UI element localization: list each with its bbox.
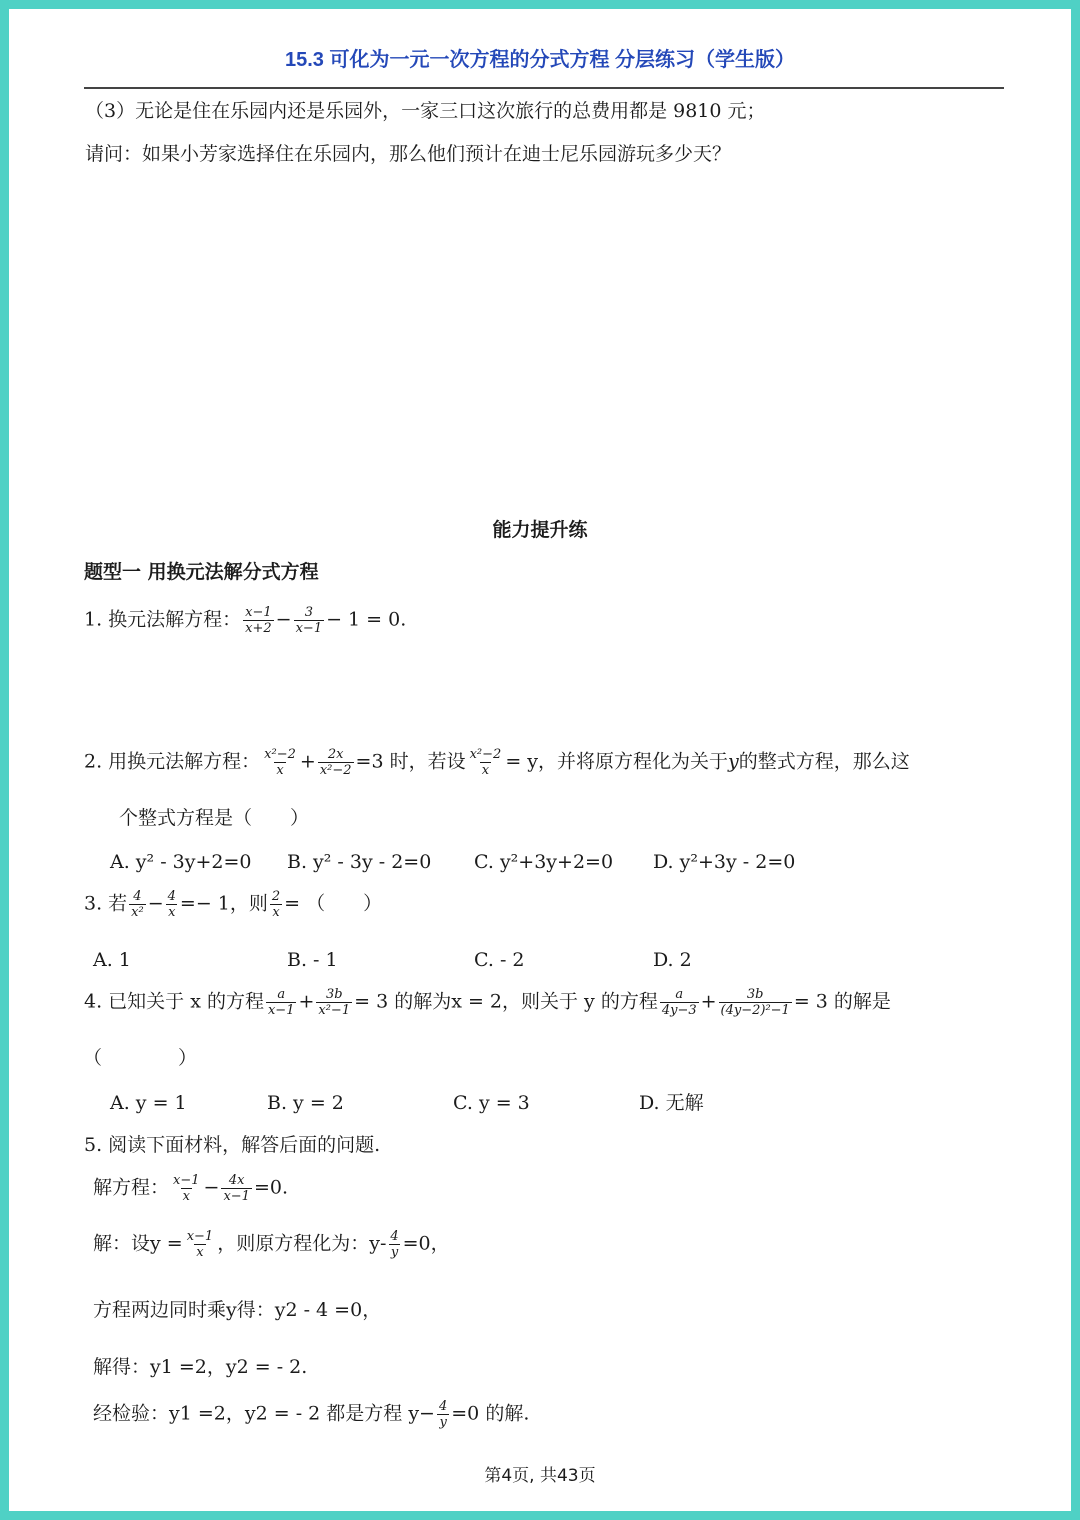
q1-f1-den: x+2 bbox=[245, 621, 272, 636]
q3-f1-num: 4 bbox=[133, 889, 142, 904]
q4-prefix: 4. 已知关于 x 的方程 bbox=[84, 990, 264, 1013]
q5-let2-num: 4 bbox=[390, 1229, 399, 1244]
q1-prefix: 1. 换元法解方程： bbox=[84, 608, 242, 631]
q4-mid: = 3 的解为x = 2，则关于 y 的方程 bbox=[354, 990, 658, 1013]
q3-option-a: A. 1 bbox=[93, 949, 131, 971]
q3-mid: =− 1，则 bbox=[179, 892, 268, 915]
q2-fraction-2 bbox=[318, 747, 354, 778]
q4-option-c: C. y = 3 bbox=[453, 1092, 530, 1114]
q4-f2-num: 3b bbox=[325, 987, 343, 1002]
q5-let-fraction-2 bbox=[388, 1229, 400, 1260]
document-page bbox=[9, 9, 1071, 1511]
q4-f1-den: x−1 bbox=[267, 1003, 295, 1018]
q4-options bbox=[9, 1090, 1071, 1116]
q2-f1-den: x bbox=[276, 763, 284, 778]
header-rule bbox=[84, 87, 1004, 89]
q5-f2-den: x−1 bbox=[223, 1189, 250, 1204]
q3-options bbox=[9, 947, 1071, 973]
q1-minus: − bbox=[275, 608, 292, 631]
q2-mid: =3 时，若设 bbox=[355, 750, 466, 773]
q3-option-d: D. 2 bbox=[653, 949, 692, 971]
question-5-title: 5. 阅读下面材料，解答后面的问题. bbox=[84, 1134, 381, 1156]
q2-option-a: A. y² - 3y+2=0 bbox=[110, 851, 252, 873]
q5-substitution bbox=[93, 1229, 450, 1260]
q3-prefix: 3. 若 bbox=[84, 892, 128, 915]
q1-fraction-1 bbox=[243, 605, 274, 636]
q5-let-den: x bbox=[196, 1245, 204, 1260]
q3-end: = （ ） bbox=[284, 892, 383, 915]
q3-f3-den: x bbox=[272, 905, 280, 920]
question-1 bbox=[84, 605, 406, 636]
q1-fraction-2 bbox=[294, 605, 325, 636]
q2-f2-num: 2x bbox=[327, 747, 344, 762]
q3-fraction-2 bbox=[166, 889, 178, 920]
topic-title: 题型一 用换元法解分式方程 bbox=[84, 561, 319, 583]
q5-let2-den: y bbox=[390, 1245, 399, 1260]
q5-let-prefix: 解：设y = bbox=[93, 1232, 183, 1255]
q3-minus: − bbox=[147, 892, 164, 915]
q1-f2-num: 3 bbox=[304, 605, 313, 620]
q5-check-prefix: 经检验：y1 =2，y2 = - 2 都是方程 y− bbox=[93, 1402, 435, 1425]
q5-check-end: =0 的解. bbox=[451, 1402, 530, 1425]
q4-plus-2: + bbox=[700, 990, 717, 1013]
q5-let-end: =0， bbox=[402, 1232, 450, 1255]
q4-fraction-3 bbox=[660, 987, 699, 1018]
question-2 bbox=[84, 747, 910, 778]
q2-line-2: 个整式方程是（ ） bbox=[119, 807, 310, 829]
q4-f3-den: 4y−3 bbox=[661, 1003, 697, 1018]
q3-f2-den: x bbox=[168, 905, 176, 920]
question-4 bbox=[84, 987, 891, 1018]
q2-end: 的整式方程，那么这 bbox=[738, 750, 910, 773]
q4-f2-den: x²−1 bbox=[318, 1003, 351, 1018]
q3-fraction-1 bbox=[129, 889, 146, 920]
q3-f2-num: 4 bbox=[167, 889, 176, 904]
q2-f1-num: x²−2 bbox=[264, 747, 296, 762]
q4-line-2: （ ） bbox=[83, 1047, 198, 1069]
q2-mid2: = y，并将原方程化为关于 bbox=[505, 750, 729, 773]
q2-fraction-1 bbox=[262, 747, 298, 778]
q5-minus: − bbox=[203, 1176, 220, 1199]
q2-prefix: 2. 用换元法解方程： bbox=[84, 750, 261, 773]
q1-suffix: − 1 = 0. bbox=[326, 608, 407, 631]
q3-fraction-3 bbox=[270, 889, 282, 920]
q5-solve-end: =0. bbox=[253, 1176, 288, 1199]
q4-option-a: A. y = 1 bbox=[110, 1092, 187, 1114]
q2-f3-num: x²−2 bbox=[469, 747, 502, 762]
q5-f1-den: x bbox=[182, 1189, 190, 1204]
q4-f4-num: 3b bbox=[746, 987, 764, 1002]
q5-check-num: 4 bbox=[438, 1399, 448, 1414]
header-title: 15.3 可化为一元一次方程的分式方程 分层练习（学生版） bbox=[284, 49, 796, 71]
q3-option-b: B. - 1 bbox=[287, 949, 338, 971]
q3-option-c: C. - 2 bbox=[474, 949, 525, 971]
q5-roots: 解得：y1 =2，y2 = - 2. bbox=[93, 1356, 308, 1378]
q4-f4-den: (4y−2)²−1 bbox=[720, 1003, 790, 1018]
q4-end: = 3 的解是 bbox=[793, 990, 891, 1013]
q5-let-num: x−1 bbox=[186, 1229, 214, 1244]
q1-f1-num: x−1 bbox=[245, 605, 272, 620]
q5-check-den: y bbox=[439, 1415, 447, 1430]
page-footer: 第4页, 共43页 bbox=[484, 1466, 596, 1486]
q3-f1-den: x² bbox=[131, 905, 144, 920]
q5-fraction-2 bbox=[221, 1173, 252, 1204]
q5-check bbox=[93, 1399, 529, 1430]
q5-multiply: 方程两边同时乘y得：y2 - 4 =0， bbox=[93, 1299, 382, 1321]
q5-check-fraction bbox=[437, 1399, 449, 1430]
q5-f2-num: 4x bbox=[228, 1173, 245, 1188]
q3-f3-num: 2 bbox=[271, 889, 281, 904]
q4-plus: + bbox=[298, 990, 315, 1013]
q1-f2-den: x−1 bbox=[295, 621, 323, 636]
q4-fraction-1 bbox=[266, 987, 297, 1018]
q2-f3-den: x bbox=[481, 763, 490, 778]
q2-option-c: C. y²+3y+2=0 bbox=[474, 851, 614, 873]
q4-option-d: D. 无解 bbox=[639, 1092, 704, 1114]
q4-fraction-2 bbox=[316, 987, 352, 1018]
q2-plus: + bbox=[299, 750, 316, 773]
question-3 bbox=[84, 889, 382, 920]
q5-fraction-1 bbox=[171, 1173, 202, 1204]
q5-let-mid: ，则原方程化为：y- bbox=[217, 1232, 387, 1255]
q4-option-b: B. y = 2 bbox=[267, 1092, 344, 1114]
section-title: 能力提升练 bbox=[492, 519, 588, 541]
q2-f2-den: x²−2 bbox=[319, 763, 352, 778]
intro-line-1: （3）无论是住在乐园内还是乐园外，一家三口这次旅行的总费用都是 9810 元； bbox=[85, 100, 766, 122]
q4-f3-num: a bbox=[675, 987, 684, 1002]
q2-fraction-3 bbox=[468, 747, 504, 778]
q2-option-b: B. y² - 3y - 2=0 bbox=[287, 851, 432, 873]
q2-option-d: D. y²+3y - 2=0 bbox=[653, 851, 796, 873]
q5-let-fraction bbox=[185, 1229, 216, 1260]
q5-f1-num: x−1 bbox=[173, 1173, 200, 1188]
q4-fraction-4 bbox=[719, 987, 792, 1018]
q4-f1-num: a bbox=[277, 987, 286, 1002]
intro-line-2: 请问：如果小芳家选择住在乐园内，那么他们预计在迪士尼乐园游玩多少天？ bbox=[85, 143, 732, 165]
q5-equation bbox=[93, 1173, 288, 1204]
q5-solve-prefix: 解方程： bbox=[93, 1176, 170, 1199]
q2-options bbox=[9, 849, 1071, 875]
q2-var: y bbox=[728, 750, 739, 773]
